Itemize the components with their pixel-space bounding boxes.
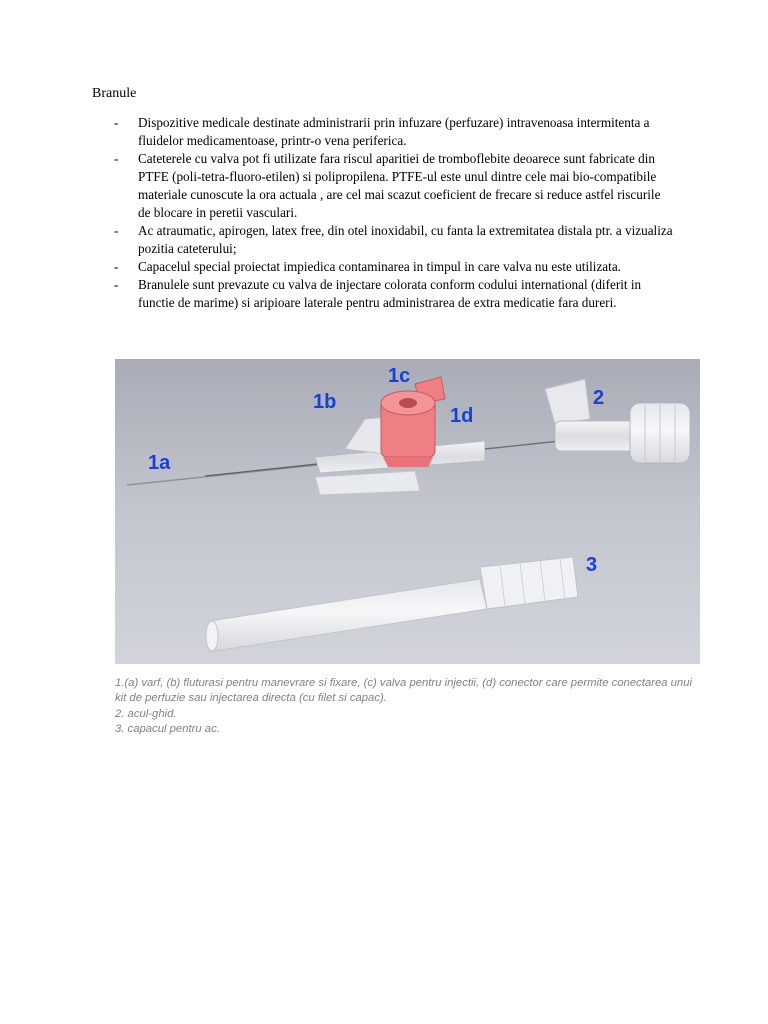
bullet-marker: - — [114, 115, 119, 130]
bullet-marker: - — [114, 223, 119, 238]
caption-line: 3. capacul pentru ac. — [115, 722, 220, 735]
list-item — [114, 258, 674, 276]
bullet-marker: - — [114, 151, 119, 166]
caption-line: 2. acul-ghid. — [115, 707, 177, 720]
bullet-text: Cateterele cu valva pot fi utilizate fara riscul aparitiei de tromboflebite deoarece sunt fabricate din PTFE (poli-tetra-fluoro-etilen) si polipropilena. PTFE-ul este unul dintre cele mai bio-compatibile materiale cunoscute la ora actuala , are cel mai scazut coeficient de frecare si reduce astfel riscurile de blocare in peretii vasculari. — [138, 151, 661, 220]
figure-caption — [115, 676, 695, 737]
label-1c: 1c — [388, 365, 411, 387]
cannula-photo — [115, 359, 700, 664]
list-item — [114, 222, 674, 258]
bullet-list — [114, 114, 674, 312]
bullet-text: Ac atraumatic, apirogen, latex free, din otel inoxidabil, cu fanta la extremitatea distala ptr. a vizualiza pozitia cateterului; — [138, 223, 673, 256]
label-1d: 1d — [450, 405, 474, 427]
bullet-text: Dispozitive medicale destinate administrarii prin infuzare (perfuzare) intravenoasa intermitenta a fluidelor medicamentoase, printr-o vena periferica. — [138, 115, 650, 148]
label-3: 3 — [586, 554, 598, 576]
document-title: Branule — [92, 86, 137, 101]
bullet-marker: - — [114, 277, 119, 292]
list-item — [114, 114, 674, 150]
list-item — [114, 276, 674, 312]
bullet-marker: - — [114, 259, 119, 274]
caption-line: 1.(a) varf, (b) fluturasi pentru manevrare si fixare, (c) valva pentru injectii, (d) conector care permite conectarea unui kit de perfuzie sau injectarea directa (cu filet si capac). — [115, 677, 693, 705]
label-2: 2 — [593, 387, 605, 409]
list-item — [114, 150, 674, 222]
label-1b: 1b — [313, 391, 337, 413]
label-1a: 1a — [148, 452, 171, 474]
bullet-text: Branulele sunt prevazute cu valva de injectare colorata conform codului international (diferit in functie de marime) si aripioare laterale pentru administrarea de extra medicatie fara dureri. — [138, 277, 642, 310]
bullet-text: Capacelul special proiectat impiedica contaminarea in timpul in care valva nu este utilizata. — [138, 259, 621, 274]
